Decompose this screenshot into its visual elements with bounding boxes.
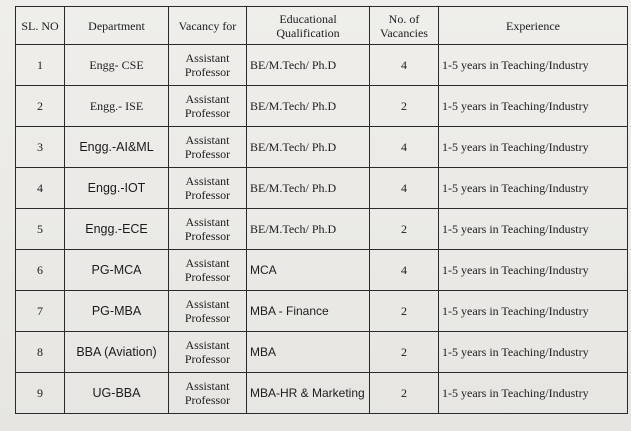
cell-experience: 1-5 years in Teaching/Industry	[439, 45, 628, 86]
cell-slno: 4	[16, 168, 65, 209]
table-row	[16, 209, 628, 250]
cell-qualification: MBA	[247, 332, 370, 373]
cell-vacancy-for: Assistant Professor	[169, 86, 247, 127]
cell-slno: 3	[16, 127, 65, 168]
cell-vacancy-for: Assistant Professor	[169, 45, 247, 86]
cell-experience: 1-5 years in Teaching/Industry	[439, 209, 628, 250]
vacancy-table	[15, 6, 628, 414]
cell-experience: 1-5 years in Teaching/Industry	[439, 250, 628, 291]
cell-num-vacancies: 4	[370, 127, 439, 168]
table-row	[16, 168, 628, 209]
cell-department: Engg.-IOT	[65, 168, 169, 209]
cell-qualification: BE/M.Tech/ Ph.D	[247, 209, 370, 250]
cell-experience: 1-5 years in Teaching/Industry	[439, 127, 628, 168]
cell-qualification: BE/M.Tech/ Ph.D	[247, 127, 370, 168]
cell-qualification: BE/M.Tech/ Ph.D	[247, 168, 370, 209]
cell-experience: 1-5 years in Teaching/Industry	[439, 373, 628, 414]
cell-slno: 9	[16, 373, 65, 414]
table-row	[16, 373, 628, 414]
table-row	[16, 291, 628, 332]
cell-vacancy-for: Assistant Professor	[169, 127, 247, 168]
cell-department: Engg.-AI&ML	[65, 127, 169, 168]
table-row	[16, 127, 628, 168]
cell-num-vacancies: 4	[370, 250, 439, 291]
cell-slno: 8	[16, 332, 65, 373]
cell-vacancy-for: Assistant Professor	[169, 373, 247, 414]
cell-num-vacancies: 2	[370, 373, 439, 414]
cell-slno: 7	[16, 291, 65, 332]
header-vacancy-for: Vacancy for	[169, 7, 247, 45]
cell-qualification: BE/M.Tech/ Ph.D	[247, 45, 370, 86]
cell-vacancy-for: Assistant Professor	[169, 291, 247, 332]
cell-experience: 1-5 years in Teaching/Industry	[439, 168, 628, 209]
table-row	[16, 250, 628, 291]
header-num-vacancies: No. of Vacancies	[370, 7, 439, 45]
cell-vacancy-for: Assistant Professor	[169, 250, 247, 291]
cell-num-vacancies: 4	[370, 45, 439, 86]
cell-qualification: MBA-HR & Marketing	[247, 373, 370, 414]
header-experience: Experience	[439, 7, 628, 45]
header-department: Department	[65, 7, 169, 45]
cell-department: Engg.-ECE	[65, 209, 169, 250]
cell-department: PG-MCA	[65, 250, 169, 291]
cell-num-vacancies: 2	[370, 86, 439, 127]
cell-num-vacancies: 4	[370, 168, 439, 209]
cell-experience: 1-5 years in Teaching/Industry	[439, 291, 628, 332]
cell-vacancy-for: Assistant Professor	[169, 209, 247, 250]
cell-slno: 6	[16, 250, 65, 291]
cell-slno: 5	[16, 209, 65, 250]
cell-qualification: MCA	[247, 250, 370, 291]
table-row	[16, 45, 628, 86]
cell-department: BBA (Aviation)	[65, 332, 169, 373]
cell-department: UG-BBA	[65, 373, 169, 414]
cell-experience: 1-5 years in Teaching/Industry	[439, 86, 628, 127]
cell-slno: 2	[16, 86, 65, 127]
cell-num-vacancies: 2	[370, 291, 439, 332]
cell-department: Engg.- ISE	[65, 86, 169, 127]
cell-num-vacancies: 2	[370, 332, 439, 373]
cell-department: Engg- CSE	[65, 45, 169, 86]
cell-qualification: BE/M.Tech/ Ph.D	[247, 86, 370, 127]
cell-vacancy-for: Assistant Professor	[169, 332, 247, 373]
cell-qualification: MBA - Finance	[247, 291, 370, 332]
cell-slno: 1	[16, 45, 65, 86]
cell-experience: 1-5 years in Teaching/Industry	[439, 332, 628, 373]
table-row	[16, 332, 628, 373]
cell-num-vacancies: 2	[370, 209, 439, 250]
cell-department: PG-MBA	[65, 291, 169, 332]
header-slno: SL. NO	[16, 7, 65, 45]
cell-vacancy-for: Assistant Professor	[169, 168, 247, 209]
header-qualification: Educational Qualification	[247, 7, 370, 45]
table-row	[16, 86, 628, 127]
table-header-row	[16, 7, 628, 45]
